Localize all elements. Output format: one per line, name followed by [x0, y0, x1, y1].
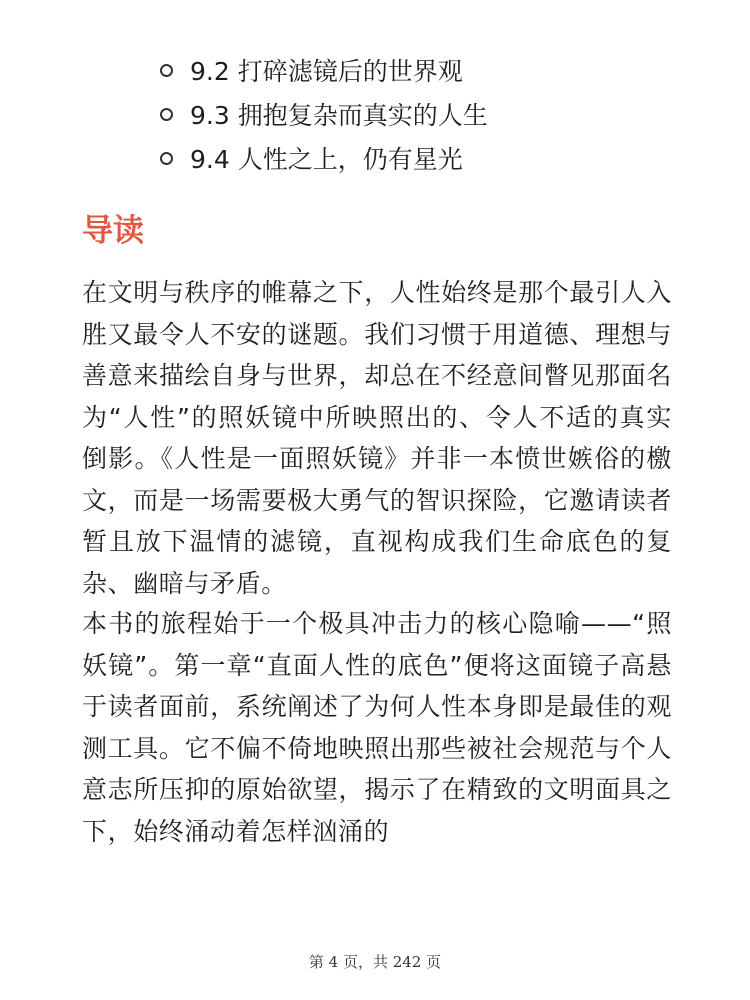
section-heading: 导读 [82, 213, 144, 249]
toc-item-label: 9.4 人性之上，仍有星光 [190, 145, 463, 174]
toc-item-label: 9.3 拥抱复杂而真实的人生 [190, 101, 488, 130]
table-of-contents [160, 48, 488, 180]
body-paragraph: 本书的旅程始于一个极具冲击力的核心隐喻——“照妖镜”。第一章“直面人性的底色”便将这面镜子高悬于读者面前，系统阐述了为何人性本身即是最佳的观测工具。它不偏不倚地映照出那些被社会规范与个人意志所压抑的原始欲望，揭示了在精致的文明面具之下，始终涌动着怎样汹涌的 [82, 609, 672, 846]
hollow-circle-bullet-icon [160, 152, 173, 165]
toc-item-label: 9.2 打碎滤镜后的世界观 [190, 57, 463, 86]
toc-item[interactable] [160, 92, 488, 136]
body-paragraph: 在文明与秩序的帷幕之下，人性始终是那个最引人入胜又最令人不安的谜题。我们习惯于用道德、理想与善意来描绘自身与世界，却总在不经意间瞥见那面名为“人性”的照妖镜中所映照出的、令人不适的真实倒影。《人性是一面照妖镜》并非一本愤世嫉俗的檄文，而是一场需要极大勇气的智识探险，它邀请读者暂且放下温情的滤镜，直视构成我们生命底色的复杂、幽暗与矛盾。 [82, 278, 672, 598]
toc-item[interactable] [160, 136, 488, 180]
toc-item[interactable] [160, 48, 488, 92]
hollow-circle-bullet-icon [160, 108, 173, 121]
hollow-circle-bullet-icon [160, 64, 173, 77]
page-number-footer: 第 4 页，共 242 页 [308, 953, 442, 971]
